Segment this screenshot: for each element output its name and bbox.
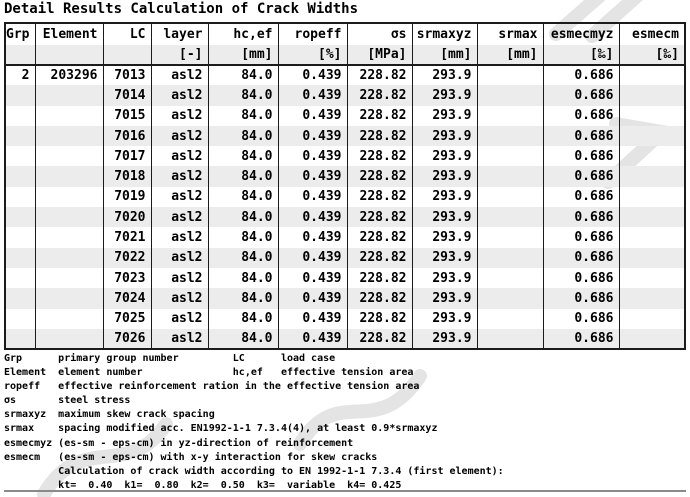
table-cell [477,268,543,288]
table-cell: 0.439 [278,207,347,227]
table-cell [619,187,685,207]
table-cell: 293.9 [412,187,477,207]
table-row [5,85,685,105]
table-cell: 0.439 [278,227,347,247]
table-cell: 0.686 [543,227,619,247]
table-cell: 293.9 [412,166,477,186]
column-header-lc: LC [103,23,151,45]
table-cell: 293.9 [412,126,477,146]
legend-line: esmecmyz (es-sm - eps-cm) in yz-direction of reinforcement [4,437,354,449]
table-cell: asl2 [151,288,208,308]
table-cell: 0.686 [543,288,619,308]
table-body [5,65,685,349]
table-cell: 0.686 [543,166,619,186]
table-cell: 84.0 [208,268,278,288]
table-cell: 228.82 [347,187,412,207]
table-cell: 7025 [103,309,151,329]
column-header-esmecmyz: esmecmyz [543,23,619,45]
table-cell: 7026 [103,329,151,349]
table-cell: 7014 [103,85,151,105]
table-cell: 293.9 [412,207,477,227]
table-row [5,146,685,166]
table-cell: 84.0 [208,187,278,207]
table-row [5,126,685,146]
table-cell: 0.439 [278,268,347,288]
legend [4,352,504,493]
table-cell: 293.9 [412,248,477,268]
table-cell: 84.0 [208,227,278,247]
table-cell [477,85,543,105]
table-cell: asl2 [151,268,208,288]
table-cell: 0.686 [543,248,619,268]
table-cell [35,309,103,329]
legend-line: srmaxyz maximum skew crack spacing [4,409,215,421]
table-row [5,65,685,85]
legend-line: esmecm (es-sm - eps-cm) with x-y interaction for skew cracks [4,451,378,463]
table-cell [477,146,543,166]
table-cell: asl2 [151,166,208,186]
table-cell: 84.0 [208,166,278,186]
table-cell [35,126,103,146]
table-cell: 228.82 [347,268,412,288]
table-cell: asl2 [151,126,208,146]
table-cell: 0.686 [543,309,619,329]
table-cell [619,309,685,329]
table-cell [619,146,685,166]
table-cell [5,288,35,308]
table-cell [477,288,543,308]
page-title: Detail Results Calculation of Crack Widths [4,1,359,17]
table-cell [35,288,103,308]
table-cell: 0.686 [543,268,619,288]
table-cell: 293.9 [412,288,477,308]
table-cell [35,268,103,288]
table-cell: 293.9 [412,106,477,126]
table-cell [5,187,35,207]
table-cell: 84.0 [208,309,278,329]
legend-line: Element element number hc,ef effective tension area [4,367,414,379]
table-cell [5,309,35,329]
column-header-grp: Grp [6,27,30,42]
column-header-hcef: hc,ef [208,23,278,45]
table-cell: 228.82 [347,126,412,146]
table-cell: 228.82 [347,329,412,349]
unit-label: [mm] [412,45,477,65]
table-row [5,248,685,268]
table-cell: 293.9 [412,85,477,105]
table-cell: 0.439 [278,65,347,85]
legend-line: kt= 0.40 k1= 0.80 k2= 0.50 k3= variable k4= 0.425 [4,479,402,491]
table-cell: 203296 [35,65,103,85]
table-cell [619,288,685,308]
table-cell: 84.0 [208,106,278,126]
table-cell [619,207,685,227]
table-cell: 84.0 [208,248,278,268]
table-cell [477,329,543,349]
table-cell: 228.82 [347,65,412,85]
table-row [5,329,685,349]
table-cell: asl2 [151,146,208,166]
column-header-srmax: srmax [477,23,543,45]
table-cell: 228.82 [347,227,412,247]
table-cell: 0.439 [278,187,347,207]
table-cell: 0.686 [543,126,619,146]
table-cell [477,65,543,85]
table-cell [477,248,543,268]
table-cell: 7024 [103,288,151,308]
unit-label: [mm] [477,45,543,65]
column-header-ropeff: ropeff [278,23,347,45]
table-cell [619,106,685,126]
table-cell: 228.82 [347,248,412,268]
table-cell: 7013 [103,65,151,85]
table-cell: 0.439 [278,146,347,166]
table-row [5,187,685,207]
table-cell [5,329,35,349]
table-cell: 0.686 [543,85,619,105]
table-cell: 0.686 [543,187,619,207]
table-cell: 0.439 [278,126,347,146]
table-cell: 0.686 [543,329,619,349]
table-cell: 293.9 [412,227,477,247]
table-cell [477,187,543,207]
table-cell: 228.82 [347,85,412,105]
column-header-s: σs [347,23,412,45]
table-cell [35,166,103,186]
table-cell: 293.9 [412,65,477,85]
table-row [5,227,685,247]
bottom-rule [4,490,686,492]
table-cell: 84.0 [208,146,278,166]
table-cell: 0.439 [278,166,347,186]
table-cell [35,85,103,105]
legend-line: σs steel stress [4,395,131,407]
table-cell: 0.439 [278,85,347,105]
table-cell: asl2 [151,65,208,85]
table-cell: 228.82 [347,106,412,126]
table-cell: asl2 [151,309,208,329]
table-cell: 228.82 [347,309,412,329]
table-cell: 0.439 [278,309,347,329]
table-cell [5,227,35,247]
unit-label [35,45,103,65]
table-cell: 293.9 [412,146,477,166]
table-cell [477,106,543,126]
table-cell [5,146,35,166]
unit-label [103,45,151,65]
table-cell: 0.439 [278,248,347,268]
table-cell: 7022 [103,248,151,268]
table-row [5,166,685,186]
table-cell: asl2 [151,106,208,126]
table-row [5,106,685,126]
table-cell [35,207,103,227]
table-cell: asl2 [151,248,208,268]
column-header-layer: layer [151,23,208,45]
table-cell: 7018 [103,166,151,186]
column-header-esmecm: esmecm [619,23,685,45]
table-cell [35,146,103,166]
table-cell: 0.439 [278,106,347,126]
table-cell: 228.82 [347,146,412,166]
table-cell [35,187,103,207]
table-cell: 228.82 [347,288,412,308]
unit-label: [‰] [619,45,685,65]
unit-label: [%] [278,45,347,65]
table-cell [5,106,35,126]
legend-line: srmax spacing modified acc. EN1992-1-1 7.3.4(4), at least 0.9*srmaxyz [4,423,438,435]
table-cell [5,248,35,268]
table-cell: 293.9 [412,329,477,349]
table-cell [35,106,103,126]
legend-line: ropeff effective reinforcement ration in the effective tension area [4,381,420,393]
table-cell: 0.686 [543,106,619,126]
table-cell: 84.0 [208,65,278,85]
table-cell [5,207,35,227]
table-cell [5,126,35,146]
unit-label: [MPa] [347,45,412,65]
table-cell: 84.0 [208,85,278,105]
table-cell [477,126,543,146]
table-row [5,309,685,329]
table-cell: 7023 [103,268,151,288]
table-cell [5,166,35,186]
table-cell [5,85,35,105]
table-cell: 0.686 [543,65,619,85]
table-cell: asl2 [151,329,208,349]
table-cell: 0.686 [543,207,619,227]
table-cell: 84.0 [208,126,278,146]
table-row [5,268,685,288]
table-cell [619,268,685,288]
table-cell [5,268,35,288]
table-cell [477,166,543,186]
unit-label: [mm] [208,45,278,65]
table-cell: asl2 [151,227,208,247]
table-row [5,288,685,308]
table-cell [35,248,103,268]
table-cell: 84.0 [208,288,278,308]
unit-label [5,45,35,65]
table-row [5,207,685,227]
table-cell: 7015 [103,106,151,126]
unit-label: [-] [151,45,208,65]
table-cell: 293.9 [412,268,477,288]
table-cell [619,227,685,247]
unit-label: [‰] [543,45,619,65]
table-cell [477,207,543,227]
crack-width-results-table [4,22,686,350]
table-cell: asl2 [151,85,208,105]
table-cell: 228.82 [347,207,412,227]
table-header [5,23,685,65]
table-cell [619,85,685,105]
table-cell: 7021 [103,227,151,247]
table-cell: 228.82 [347,166,412,186]
table-cell [477,309,543,329]
legend-line: Calculation of crack width according to EN 1992-1-1 7.3.4 (first element): [4,465,504,477]
table-cell: 7017 [103,146,151,166]
table-cell: 0.439 [278,329,347,349]
table-cell [619,166,685,186]
table-cell: asl2 [151,187,208,207]
table-cell: 7019 [103,187,151,207]
table-cell [477,227,543,247]
table-cell [619,329,685,349]
table-cell [619,248,685,268]
column-header-element: Element [35,23,103,45]
table-cell: 7016 [103,126,151,146]
table-cell: 0.686 [543,146,619,166]
table-cell: 0.439 [278,288,347,308]
table-cell: 293.9 [412,309,477,329]
column-header-srmaxyz: srmaxyz [412,23,477,45]
table-cell: 7020 [103,207,151,227]
table-cell [619,126,685,146]
table-cell: 84.0 [208,329,278,349]
legend-line: Grp primary group number LC load case [4,353,336,364]
table-cell: asl2 [151,207,208,227]
table-cell: 2 [21,68,30,84]
table-cell [35,227,103,247]
table-cell: 84.0 [208,207,278,227]
table-cell [619,65,685,85]
table-cell [35,329,103,349]
